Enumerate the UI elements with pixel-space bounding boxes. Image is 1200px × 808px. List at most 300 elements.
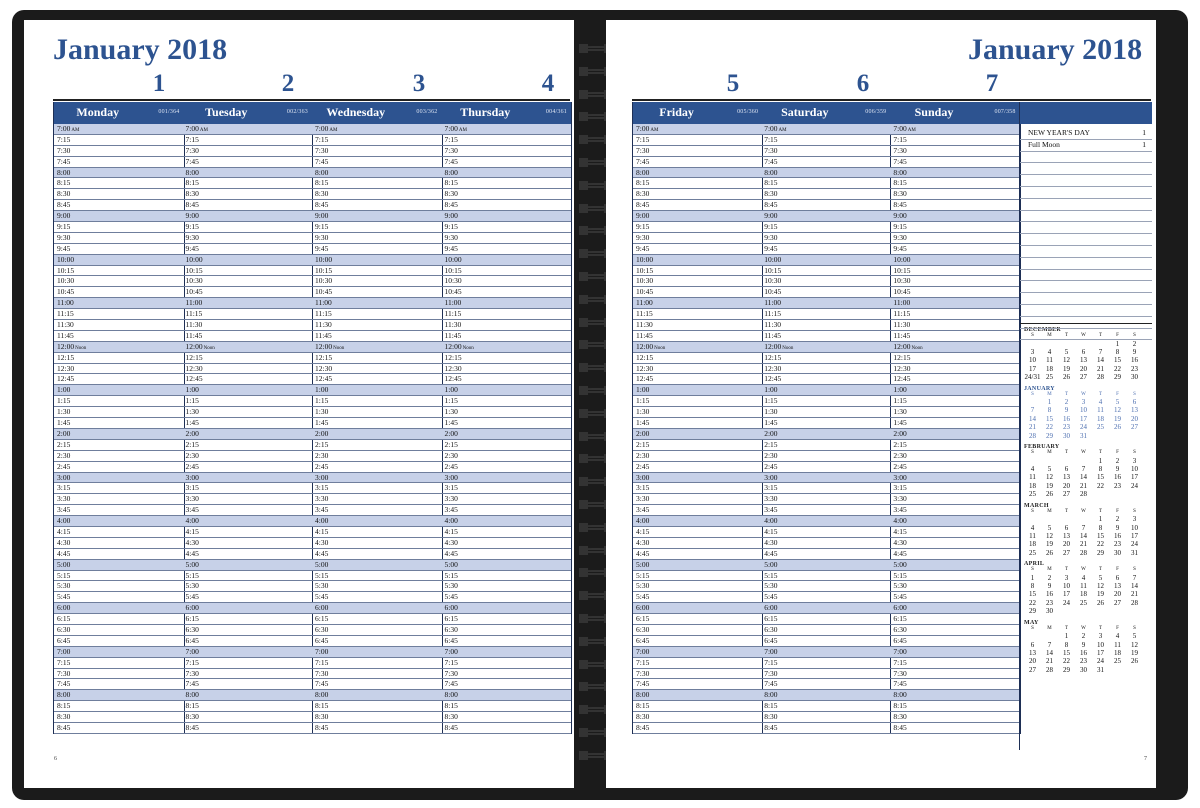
mini-date[interactable]: 8 xyxy=(1047,406,1052,415)
time-slot[interactable] xyxy=(54,505,184,516)
time-slot[interactable] xyxy=(312,157,442,168)
time-slot[interactable] xyxy=(633,200,762,211)
time-slot[interactable] xyxy=(890,560,1019,571)
time-slot[interactable] xyxy=(312,189,442,200)
mini-date[interactable]: 28 xyxy=(1029,431,1036,440)
mini-date[interactable]: 5 xyxy=(1047,464,1052,473)
time-slot[interactable] xyxy=(312,505,442,516)
time-slot[interactable] xyxy=(183,429,313,440)
mini-date[interactable]: 26 xyxy=(1063,373,1070,382)
time-slot[interactable] xyxy=(442,560,572,571)
mini-date[interactable]: 27 xyxy=(1029,665,1036,674)
time-slot[interactable] xyxy=(54,538,184,549)
time-slot[interactable] xyxy=(890,407,1019,418)
time-slot[interactable] xyxy=(442,679,572,690)
time-slot[interactable] xyxy=(442,636,572,647)
note-line[interactable] xyxy=(1020,175,1152,187)
time-slot[interactable] xyxy=(761,701,890,712)
mini-date[interactable]: 19 xyxy=(1097,590,1104,599)
time-slot[interactable] xyxy=(890,331,1019,342)
mini-date[interactable]: 28 xyxy=(1097,373,1104,382)
mini-date[interactable]: 15 xyxy=(1097,473,1104,482)
mini-date[interactable]: 19 xyxy=(1114,414,1121,423)
mini-date[interactable]: 1 xyxy=(1115,339,1120,348)
time-slot[interactable] xyxy=(633,222,762,233)
time-slot[interactable] xyxy=(890,614,1019,625)
mini-date[interactable]: 14 xyxy=(1131,582,1138,591)
time-slot[interactable] xyxy=(54,364,184,375)
mini-date[interactable]: 10 xyxy=(1131,464,1138,473)
time-slot[interactable] xyxy=(633,690,762,701)
time-slot[interactable] xyxy=(633,364,762,375)
time-slot[interactable] xyxy=(183,581,313,592)
time-slot[interactable] xyxy=(442,331,572,342)
time-slot[interactable] xyxy=(442,440,572,451)
mini-date[interactable]: 31 xyxy=(1131,548,1138,557)
mini-date[interactable]: 8 xyxy=(1098,523,1103,532)
mini-date[interactable]: 14 xyxy=(1029,414,1036,423)
time-slot[interactable] xyxy=(890,669,1019,680)
note-line[interactable] xyxy=(1020,258,1152,270)
mini-date[interactable]: 5 xyxy=(1047,523,1052,532)
mini-date[interactable]: 3 xyxy=(1030,347,1035,356)
time-slot[interactable] xyxy=(442,658,572,669)
time-slot[interactable] xyxy=(54,287,184,298)
time-slot[interactable] xyxy=(633,527,762,538)
time-slot[interactable] xyxy=(54,374,184,385)
time-slot[interactable] xyxy=(633,342,762,353)
mini-date[interactable]: 9 xyxy=(1132,347,1137,356)
time-slot[interactable] xyxy=(890,189,1019,200)
time-slot[interactable] xyxy=(54,266,184,277)
time-slot[interactable] xyxy=(761,647,890,658)
mini-date[interactable]: 17 xyxy=(1097,648,1104,657)
mini-date[interactable] xyxy=(1126,432,1143,440)
time-slot[interactable] xyxy=(890,124,1019,135)
time-slot[interactable] xyxy=(761,309,890,320)
time-slot[interactable] xyxy=(183,690,313,701)
time-slot[interactable] xyxy=(761,287,890,298)
time-slot[interactable] xyxy=(54,309,184,320)
time-slot[interactable] xyxy=(761,451,890,462)
time-slot[interactable] xyxy=(442,266,572,277)
time-slot[interactable] xyxy=(442,505,572,516)
time-slot[interactable] xyxy=(183,440,313,451)
time-slot[interactable] xyxy=(442,353,572,364)
mini-date[interactable]: 8 xyxy=(1030,582,1035,591)
mini-date[interactable]: 29 xyxy=(1046,431,1053,440)
note-line[interactable] xyxy=(1020,128,1152,140)
time-slot[interactable] xyxy=(890,592,1019,603)
time-slot[interactable] xyxy=(54,658,184,669)
mini-date[interactable]: 22 xyxy=(1114,364,1121,373)
mini-date[interactable]: 2 xyxy=(1115,515,1120,524)
time-slot[interactable] xyxy=(442,647,572,658)
time-slot[interactable] xyxy=(183,473,313,484)
time-slot[interactable] xyxy=(183,255,313,266)
note-line[interactable] xyxy=(1020,317,1152,329)
time-slot[interactable] xyxy=(312,407,442,418)
time-slot[interactable] xyxy=(312,581,442,592)
time-slot[interactable] xyxy=(54,669,184,680)
time-slot[interactable] xyxy=(54,451,184,462)
time-slot[interactable] xyxy=(312,364,442,375)
time-slot[interactable] xyxy=(442,451,572,462)
time-slot[interactable] xyxy=(312,516,442,527)
note-line[interactable] xyxy=(1020,293,1152,305)
time-slot[interactable] xyxy=(761,353,890,364)
time-slot[interactable] xyxy=(761,603,890,614)
time-slot[interactable] xyxy=(890,135,1019,146)
time-slot[interactable] xyxy=(442,189,572,200)
time-slot[interactable] xyxy=(183,614,313,625)
mini-date[interactable]: 12 xyxy=(1046,531,1053,540)
time-slot[interactable] xyxy=(890,494,1019,505)
time-slot[interactable] xyxy=(312,451,442,462)
time-slot[interactable] xyxy=(761,614,890,625)
mini-date[interactable] xyxy=(1109,607,1126,615)
mini-date[interactable]: 14 xyxy=(1046,648,1053,657)
mini-date[interactable]: 20 xyxy=(1063,481,1070,490)
time-slot[interactable] xyxy=(183,549,313,560)
mini-date[interactable]: 22 xyxy=(1046,423,1053,432)
mini-date[interactable] xyxy=(1075,457,1092,465)
mini-date[interactable] xyxy=(1109,490,1126,498)
time-slot[interactable] xyxy=(633,723,762,734)
time-slot[interactable] xyxy=(54,200,184,211)
mini-date[interactable]: 2 xyxy=(1081,632,1086,641)
time-slot[interactable] xyxy=(54,124,184,135)
time-slot[interactable] xyxy=(761,407,890,418)
mini-date[interactable]: 28 xyxy=(1046,665,1053,674)
mini-date[interactable] xyxy=(1058,457,1075,465)
mini-date[interactable]: 7 xyxy=(1098,347,1103,356)
mini-date[interactable]: 9 xyxy=(1064,406,1069,415)
time-slot[interactable] xyxy=(761,462,890,473)
mini-date[interactable]: 28 xyxy=(1131,598,1138,607)
time-slot[interactable] xyxy=(442,483,572,494)
mini-date[interactable]: 14 xyxy=(1097,356,1104,365)
time-slot[interactable] xyxy=(442,233,572,244)
time-slot[interactable] xyxy=(54,647,184,658)
time-slot[interactable] xyxy=(54,135,184,146)
time-slot[interactable] xyxy=(54,396,184,407)
time-slot[interactable] xyxy=(183,636,313,647)
mini-date[interactable]: 16 xyxy=(1131,356,1138,365)
time-slot[interactable] xyxy=(312,483,442,494)
mini-date[interactable] xyxy=(1024,457,1041,465)
note-line[interactable] xyxy=(1020,222,1152,234)
mini-date[interactable]: 21 xyxy=(1080,481,1087,490)
time-slot[interactable] xyxy=(183,331,313,342)
time-slot[interactable] xyxy=(183,353,313,364)
time-slot[interactable] xyxy=(442,538,572,549)
mini-date[interactable]: 2 xyxy=(1047,573,1052,582)
mini-date[interactable]: 1 xyxy=(1047,398,1052,407)
mini-date[interactable]: 26 xyxy=(1046,490,1053,499)
time-slot[interactable] xyxy=(890,679,1019,690)
time-slot[interactable] xyxy=(633,636,762,647)
time-slot[interactable] xyxy=(633,211,762,222)
time-slot[interactable] xyxy=(312,603,442,614)
time-slot[interactable] xyxy=(633,516,762,527)
time-slot[interactable] xyxy=(890,353,1019,364)
time-slot[interactable] xyxy=(183,168,313,179)
time-slot[interactable] xyxy=(54,168,184,179)
mini-date[interactable]: 21 xyxy=(1029,423,1036,432)
time-slot[interactable] xyxy=(890,320,1019,331)
time-slot[interactable] xyxy=(890,146,1019,157)
mini-date[interactable]: 25 xyxy=(1097,423,1104,432)
mini-date[interactable]: 24 xyxy=(1131,540,1138,549)
time-slot[interactable] xyxy=(183,374,313,385)
time-slot[interactable] xyxy=(761,298,890,309)
time-slot[interactable] xyxy=(442,407,572,418)
mini-date[interactable]: 17 xyxy=(1063,590,1070,599)
time-slot[interactable] xyxy=(890,505,1019,516)
time-slot[interactable] xyxy=(312,494,442,505)
time-slot[interactable] xyxy=(633,276,762,287)
note-line[interactable] xyxy=(1020,281,1152,293)
mini-date[interactable]: 18 xyxy=(1114,648,1121,657)
mini-date[interactable]: 17 xyxy=(1131,531,1138,540)
time-slot[interactable] xyxy=(890,396,1019,407)
time-slot[interactable] xyxy=(633,124,762,135)
time-slot[interactable] xyxy=(633,418,762,429)
time-slot[interactable] xyxy=(54,276,184,287)
time-slot[interactable] xyxy=(54,146,184,157)
time-slot[interactable] xyxy=(54,429,184,440)
time-slot[interactable] xyxy=(890,287,1019,298)
time-slot[interactable] xyxy=(890,690,1019,701)
mini-date[interactable]: 3 xyxy=(1132,456,1137,465)
mini-date[interactable]: 15 xyxy=(1097,531,1104,540)
time-slot[interactable] xyxy=(183,396,313,407)
mini-date[interactable]: 14 xyxy=(1080,531,1087,540)
time-slot[interactable] xyxy=(312,222,442,233)
time-slot[interactable] xyxy=(54,483,184,494)
mini-date[interactable]: 14 xyxy=(1080,473,1087,482)
time-slot[interactable] xyxy=(442,592,572,603)
mini-date[interactable] xyxy=(1024,515,1041,523)
mini-date[interactable]: 31 xyxy=(1080,431,1087,440)
mini-date[interactable]: 26 xyxy=(1046,548,1053,557)
time-slot[interactable] xyxy=(312,647,442,658)
time-slot[interactable] xyxy=(633,560,762,571)
mini-date[interactable]: 13 xyxy=(1131,406,1138,415)
time-slot[interactable] xyxy=(633,473,762,484)
time-slot[interactable] xyxy=(183,462,313,473)
note-line[interactable] xyxy=(1020,305,1152,317)
mini-date[interactable]: 6 xyxy=(1115,573,1120,582)
time-slot[interactable] xyxy=(54,407,184,418)
time-slot[interactable] xyxy=(442,712,572,723)
time-slot[interactable] xyxy=(890,571,1019,582)
time-slot[interactable] xyxy=(633,189,762,200)
mini-date[interactable]: 23 xyxy=(1114,540,1121,549)
mini-date[interactable] xyxy=(1092,490,1109,498)
mini-date[interactable]: 22 xyxy=(1097,481,1104,490)
time-slot[interactable] xyxy=(761,331,890,342)
mini-date[interactable] xyxy=(1041,457,1058,465)
mini-date[interactable]: 27 xyxy=(1063,490,1070,499)
time-slot[interactable] xyxy=(183,157,313,168)
mini-date[interactable]: 4 xyxy=(1047,347,1052,356)
mini-date[interactable]: 20 xyxy=(1063,540,1070,549)
time-slot[interactable] xyxy=(633,679,762,690)
time-slot[interactable] xyxy=(54,178,184,189)
mini-date[interactable]: 28 xyxy=(1080,548,1087,557)
time-slot[interactable] xyxy=(890,549,1019,560)
time-slot[interactable] xyxy=(890,298,1019,309)
time-slot[interactable] xyxy=(890,538,1019,549)
mini-date[interactable] xyxy=(1126,607,1143,615)
time-slot[interactable] xyxy=(54,233,184,244)
time-slot[interactable] xyxy=(442,124,572,135)
time-slot[interactable] xyxy=(633,353,762,364)
mini-date[interactable] xyxy=(1058,607,1075,615)
mini-date[interactable]: 12 xyxy=(1131,640,1138,649)
time-slot[interactable] xyxy=(633,571,762,582)
time-slot[interactable] xyxy=(890,723,1019,734)
time-slot[interactable] xyxy=(890,276,1019,287)
time-slot[interactable] xyxy=(633,451,762,462)
time-slot[interactable] xyxy=(312,255,442,266)
time-slot[interactable] xyxy=(54,690,184,701)
time-slot[interactable] xyxy=(761,571,890,582)
time-slot[interactable] xyxy=(890,527,1019,538)
time-slot[interactable] xyxy=(183,298,313,309)
time-slot[interactable] xyxy=(761,364,890,375)
note-line[interactable] xyxy=(1020,211,1152,223)
time-slot[interactable] xyxy=(890,211,1019,222)
note-line[interactable] xyxy=(1020,140,1152,152)
time-slot[interactable] xyxy=(761,396,890,407)
time-slot[interactable] xyxy=(761,189,890,200)
time-slot[interactable] xyxy=(54,712,184,723)
mini-date[interactable]: 5 xyxy=(1132,632,1137,641)
mini-date[interactable]: 31 xyxy=(1097,665,1104,674)
mini-date[interactable]: 15 xyxy=(1114,356,1121,365)
time-slot[interactable] xyxy=(633,592,762,603)
time-slot[interactable] xyxy=(442,200,572,211)
time-slot[interactable] xyxy=(312,244,442,255)
mini-date[interactable]: 13 xyxy=(1029,648,1036,657)
mini-date[interactable]: 8 xyxy=(1064,640,1069,649)
time-slot[interactable] xyxy=(633,483,762,494)
mini-date[interactable]: 25 xyxy=(1029,548,1036,557)
time-slot[interactable] xyxy=(54,516,184,527)
time-slot[interactable] xyxy=(312,124,442,135)
time-slot[interactable] xyxy=(633,396,762,407)
time-slot[interactable] xyxy=(312,614,442,625)
time-slot[interactable] xyxy=(312,266,442,277)
time-slot[interactable] xyxy=(633,647,762,658)
time-slot[interactable] xyxy=(183,244,313,255)
time-slot[interactable] xyxy=(761,723,890,734)
time-slot[interactable] xyxy=(54,222,184,233)
mini-date[interactable]: 17 xyxy=(1080,414,1087,423)
time-slot[interactable] xyxy=(633,266,762,277)
time-slot[interactable] xyxy=(442,418,572,429)
time-slot[interactable] xyxy=(442,571,572,582)
mini-date[interactable]: 17 xyxy=(1029,364,1036,373)
time-slot[interactable] xyxy=(633,625,762,636)
mini-date[interactable]: 26 xyxy=(1131,657,1138,666)
mini-date[interactable]: 8 xyxy=(1098,464,1103,473)
time-slot[interactable] xyxy=(312,178,442,189)
time-slot[interactable] xyxy=(890,200,1019,211)
time-slot[interactable] xyxy=(54,353,184,364)
time-slot[interactable] xyxy=(54,549,184,560)
mini-date[interactable]: 6 xyxy=(1064,523,1069,532)
time-slot[interactable] xyxy=(442,396,572,407)
time-slot[interactable] xyxy=(312,712,442,723)
time-slot[interactable] xyxy=(890,157,1019,168)
mini-date[interactable]: 29 xyxy=(1063,665,1070,674)
mini-date[interactable]: 13 xyxy=(1063,473,1070,482)
time-slot[interactable] xyxy=(761,222,890,233)
time-slot[interactable] xyxy=(312,342,442,353)
time-slot[interactable] xyxy=(183,320,313,331)
time-slot[interactable] xyxy=(442,211,572,222)
time-slot[interactable] xyxy=(54,255,184,266)
mini-date[interactable]: 19 xyxy=(1131,648,1138,657)
time-slot[interactable] xyxy=(312,200,442,211)
time-slot[interactable] xyxy=(633,320,762,331)
time-slot[interactable] xyxy=(442,364,572,375)
mini-date[interactable]: 20 xyxy=(1080,364,1087,373)
time-slot[interactable] xyxy=(761,178,890,189)
time-slot[interactable] xyxy=(54,440,184,451)
time-slot[interactable] xyxy=(54,571,184,582)
time-slot[interactable] xyxy=(183,418,313,429)
time-slot[interactable] xyxy=(761,712,890,723)
note-line[interactable] xyxy=(1020,329,1152,341)
time-slot[interactable] xyxy=(761,374,890,385)
mini-date[interactable]: 1 xyxy=(1030,573,1035,582)
time-slot[interactable] xyxy=(183,211,313,222)
time-slot[interactable] xyxy=(442,581,572,592)
time-slot[interactable] xyxy=(183,342,313,353)
time-slot[interactable] xyxy=(442,244,572,255)
time-slot[interactable] xyxy=(54,211,184,222)
mini-date[interactable] xyxy=(1109,432,1126,440)
time-slot[interactable] xyxy=(761,233,890,244)
mini-date[interactable]: 7 xyxy=(1047,640,1052,649)
time-slot[interactable] xyxy=(312,309,442,320)
mini-date[interactable]: 27 xyxy=(1080,373,1087,382)
mini-date[interactable] xyxy=(1092,607,1109,615)
time-slot[interactable] xyxy=(890,244,1019,255)
time-slot[interactable] xyxy=(890,462,1019,473)
mini-date[interactable]: 4 xyxy=(1030,523,1035,532)
time-slot[interactable] xyxy=(890,516,1019,527)
time-slot[interactable] xyxy=(633,494,762,505)
mini-date[interactable]: 19 xyxy=(1046,481,1053,490)
mini-date[interactable]: 27 xyxy=(1131,423,1138,432)
note-line[interactable] xyxy=(1020,163,1152,175)
time-slot[interactable] xyxy=(761,276,890,287)
time-slot[interactable] xyxy=(761,538,890,549)
time-slot[interactable] xyxy=(442,157,572,168)
time-slot[interactable] xyxy=(442,701,572,712)
time-slot[interactable] xyxy=(890,581,1019,592)
time-slot[interactable] xyxy=(633,505,762,516)
mini-date[interactable]: 30 xyxy=(1063,431,1070,440)
time-slot[interactable] xyxy=(890,483,1019,494)
mini-date[interactable]: 24 xyxy=(1080,423,1087,432)
